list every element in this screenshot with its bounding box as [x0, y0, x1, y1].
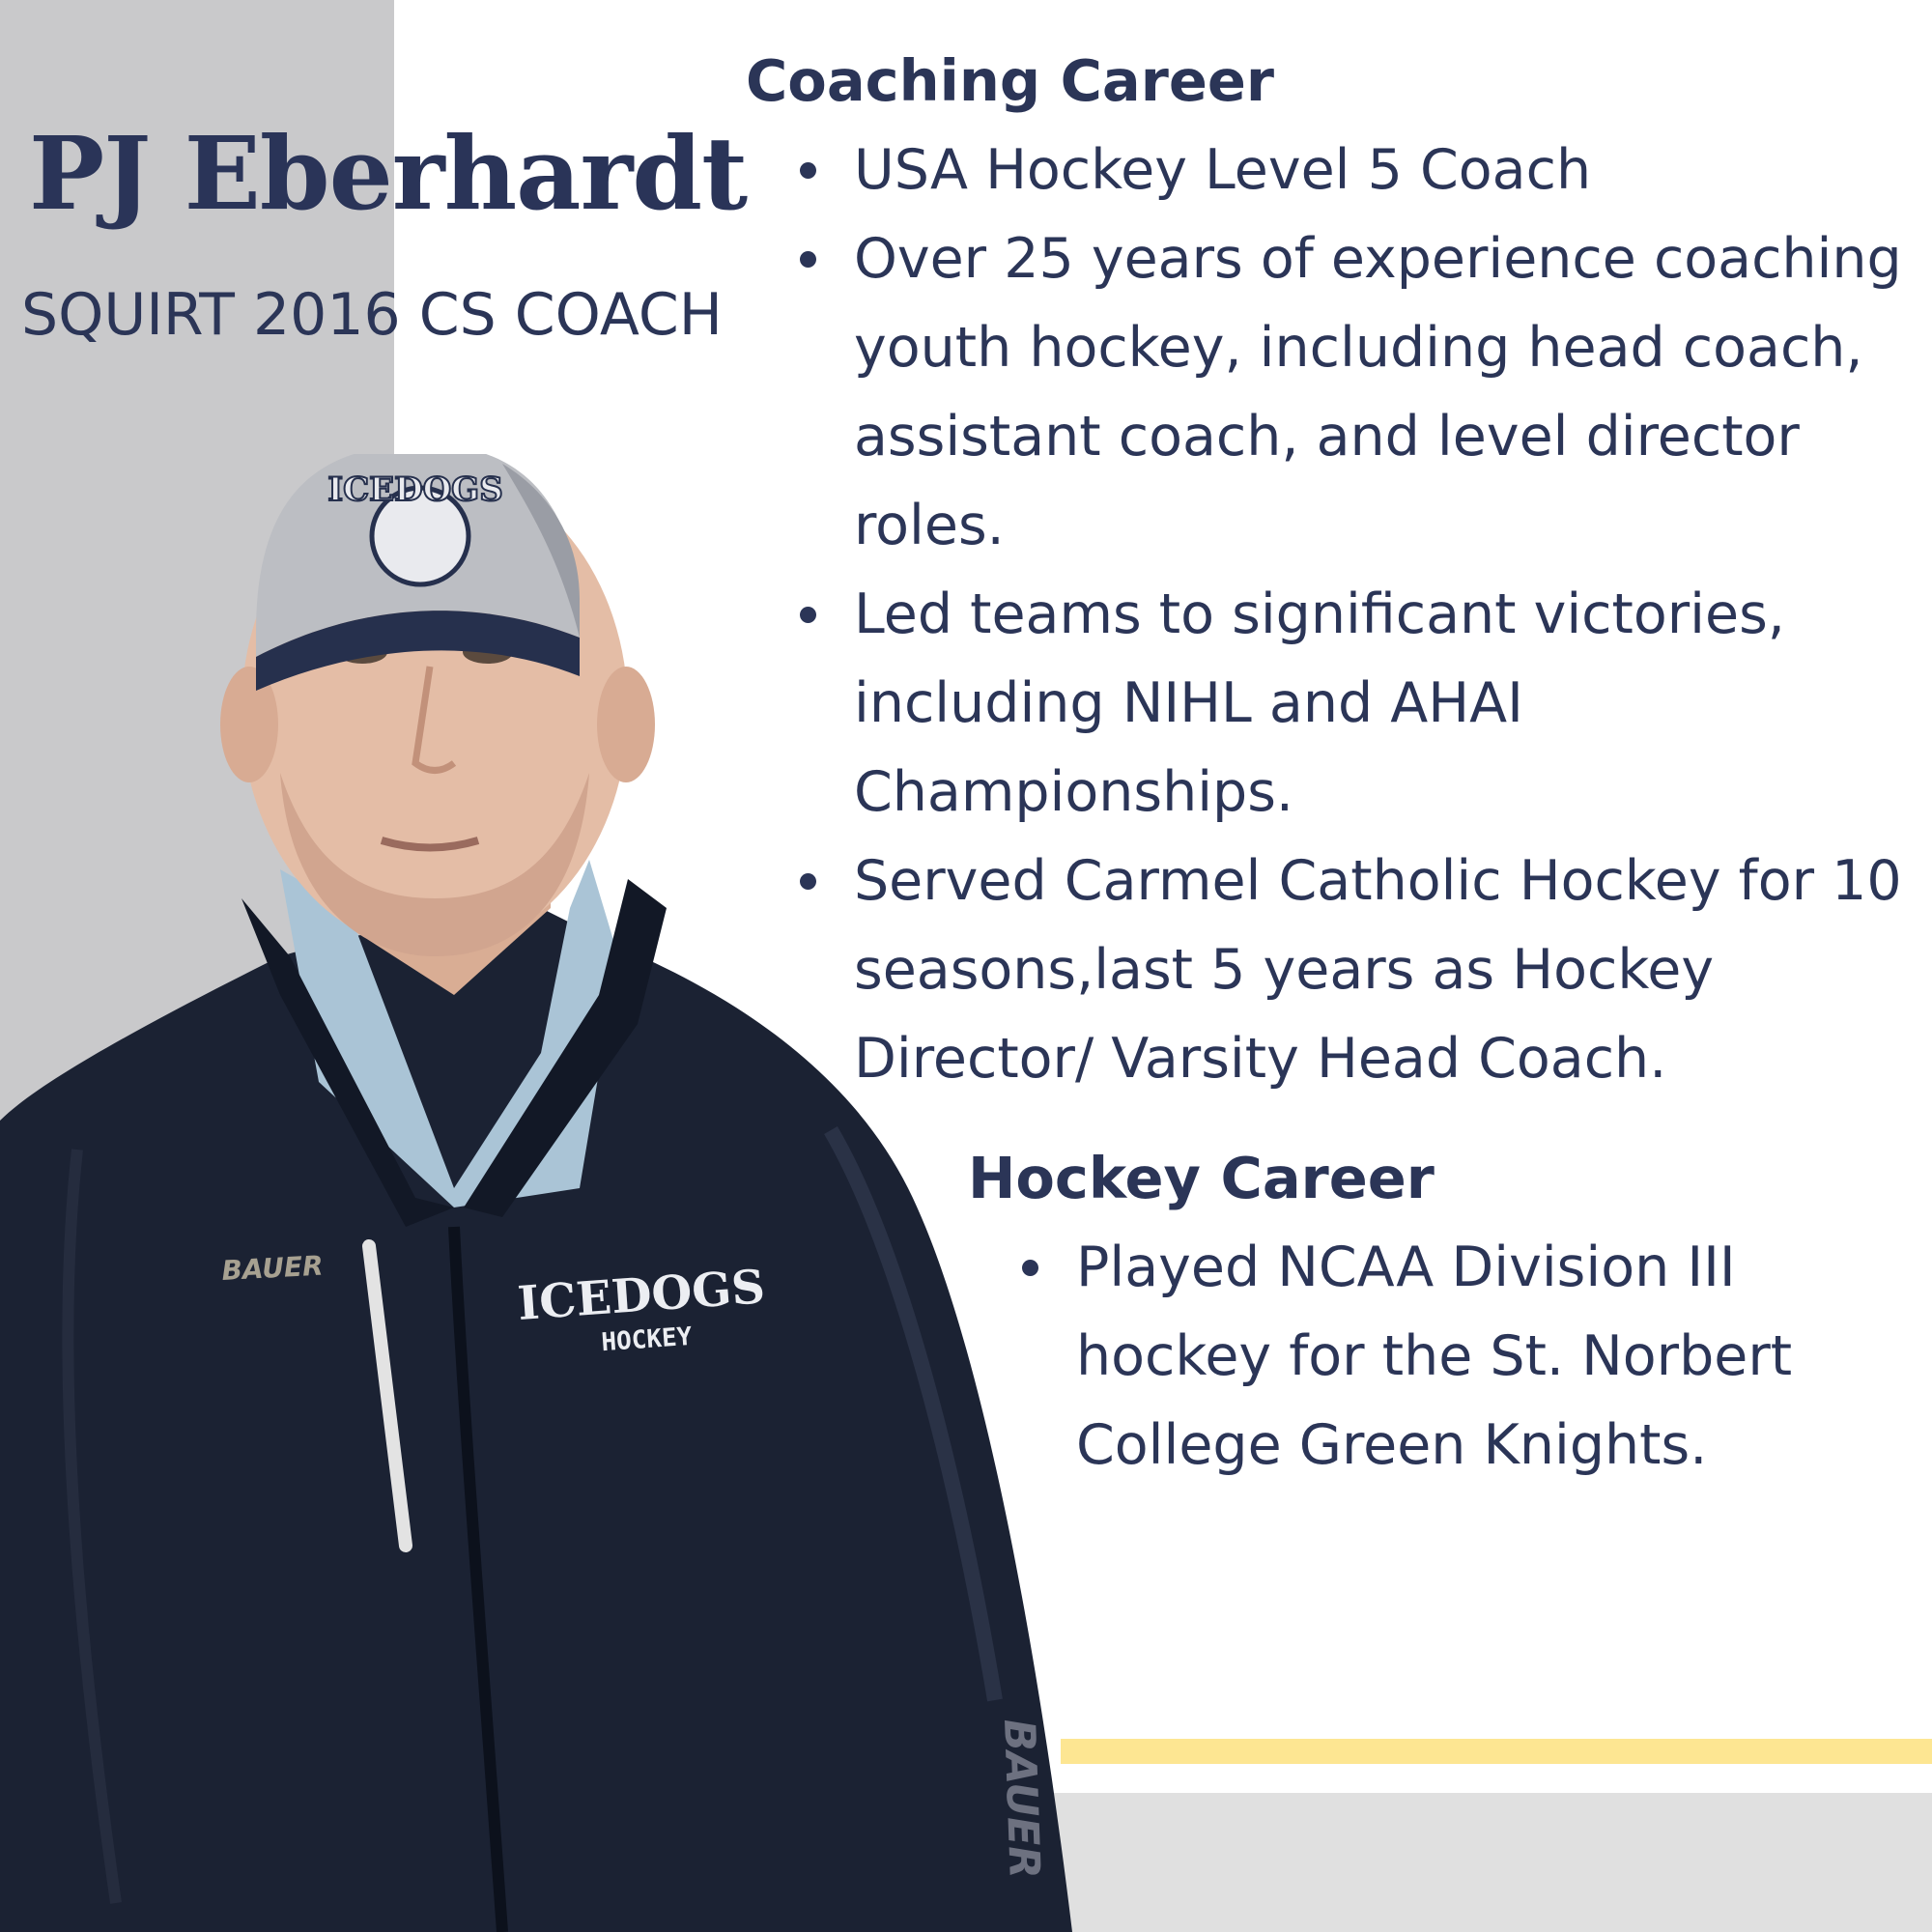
- coaching-item: Served Carmel Catholic Hockey for 10 seasons,last 5 years as Hockey Director/ Varsity Head Coach.: [794, 837, 1924, 1103]
- coaching-item: Over 25 years of experience coaching youth hockey, including head coach, assistant coach, and level director roles.: [794, 214, 1924, 570]
- coach-role: SQUIRT 2016 CS COACH: [21, 281, 723, 349]
- sleeve-brand-text: BAUER: [994, 1718, 1049, 1880]
- coaching-item: USA Hockey Level 5 Coach: [794, 126, 1924, 214]
- jacket-brand-text: BAUER: [220, 1249, 325, 1287]
- coaching-career-list: [794, 126, 1924, 1103]
- cap-logo-text: ICEDOGS: [327, 470, 503, 509]
- jacket-logo-line2: HOCKEY: [600, 1321, 694, 1358]
- hockey-item: Played NCAA Division III hockey for the St. Norbert College Green Knights.: [1016, 1223, 1924, 1490]
- jacket-logo-line1: ICEDOGS: [516, 1260, 767, 1331]
- coach-name: PJ Eberhardt: [29, 114, 748, 233]
- coaching-item: Led teams to significant victories, including NIHL and AHAI Championships.: [794, 570, 1924, 837]
- yellow-accent-stripe: [1061, 1739, 1932, 1764]
- coaching-career-heading: Coaching Career: [746, 47, 1274, 114]
- hockey-career-heading: Hockey Career: [968, 1145, 1435, 1211]
- hockey-career-list: [1016, 1223, 1924, 1490]
